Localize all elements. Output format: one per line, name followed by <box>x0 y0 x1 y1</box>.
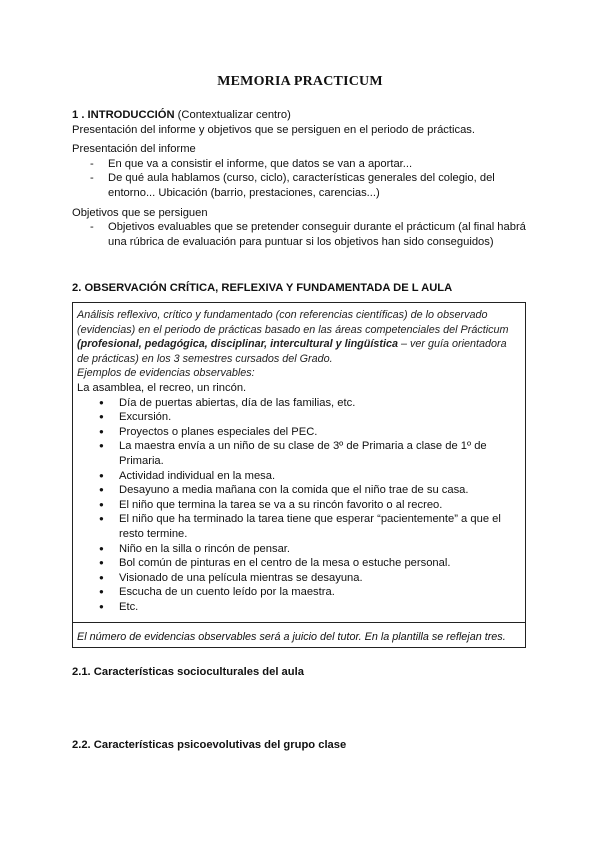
section-1-heading-note: (Contextualizar centro) <box>174 109 291 121</box>
document-title: MEMORIA PRACTICUM <box>217 74 383 89</box>
examples-label: Ejemplos de evidencias observables: <box>77 367 255 380</box>
list-item: ● Etc. <box>77 600 521 615</box>
list-item: - Objetivos evaluables que se pretender conseguir durante el prácticum (al final habrá una rúbrica de evaluación para puntuar si los objetivos han sido conseguidos) <box>72 220 532 249</box>
list-item: ● El niño que ha terminado la tarea tiene que esperar “pacientemente” a que el resto termine. <box>77 512 521 541</box>
subsection-2-1-heading: 2.1. Características socioculturales del aula <box>72 666 304 678</box>
list-item: ● Proyectos o planes especiales del PEC. <box>77 425 521 440</box>
list-item: ● Actividad individual en la mesa. <box>77 469 521 484</box>
subsection-2-2-heading: 2.2. Características psicoevolutivas del grupo clase <box>72 739 347 751</box>
list-item: ● El niño que termina la tarea se va a su rincón favorito o al recreo. <box>77 498 521 513</box>
evidence-box-body <box>73 303 525 623</box>
list-item: ● Bol común de pinturas en el centro de la mesa o estuche personal. <box>77 556 521 571</box>
objetivos-list <box>72 220 532 249</box>
presentacion-label: Presentación del informe <box>72 143 196 156</box>
list-item: ● La maestra envía a un niño de su clase de 3º de Primaria a clase de 1º de Primaria. <box>77 439 521 468</box>
list-item: ● Día de puertas abiertas, día de las familias, etc. <box>77 396 521 411</box>
presentacion-list <box>72 157 532 201</box>
section-introduccion <box>72 108 532 249</box>
examples-lead: La asamblea, el recreo, un rincón. <box>77 381 247 394</box>
description-part-2: – ver guía orientadora de prácticas) en los 3 semestres cursados del Grado. <box>77 338 507 365</box>
section-2-heading: 2. OBSERVACIÓN CRÍTICA, REFLEXIVA Y FUNDAMENTADA DE L AULA <box>72 282 453 294</box>
evidence-description <box>77 308 521 366</box>
section-1-intro: Presentación del informe y objetivos que se persiguen en el periodo de prácticas. <box>72 123 475 136</box>
description-part-1: Análisis reflexivo, crítico y fundamentado (con referencias científicas) de lo observado (evidencias) en el periodo de prácticas basado en las áreas competenciales del Prácticum <box>77 309 509 336</box>
evidence-box <box>72 302 526 648</box>
list-item: ● Escucha de un cuento leído por la maestra. <box>77 585 521 600</box>
list-item: ● Visionado de una película mientras se desayuna. <box>77 571 521 586</box>
list-item: ● Excursión. <box>77 410 521 425</box>
examples-list <box>77 396 521 615</box>
objetivos-label: Objetivos que se persiguen <box>72 206 208 219</box>
list-item: ● Desayuno a media mañana con la comida que el niño trae de su casa. <box>77 483 521 498</box>
section-1-heading-line <box>72 108 532 123</box>
list-item: - En que va a consistir el informe, que datos se van a aportar... <box>72 157 532 172</box>
description-bold: (profesional, pedagógica, disciplinar, intercultural y lingüística <box>77 338 398 351</box>
list-item: - De qué aula hablamos (curso, ciclo), características generales del colegio, del entorno... Ubicación (barrio, prestaciones, carencias...) <box>72 171 532 200</box>
evidence-box-footer: El número de evidencias observables será a juicio del tutor. En la plantilla se reflejan tres. <box>77 631 506 643</box>
section-1-heading: 1 . INTRODUCCIÓN <box>72 109 175 121</box>
list-item: ● Niño en la silla o rincón de pensar. <box>77 542 521 557</box>
